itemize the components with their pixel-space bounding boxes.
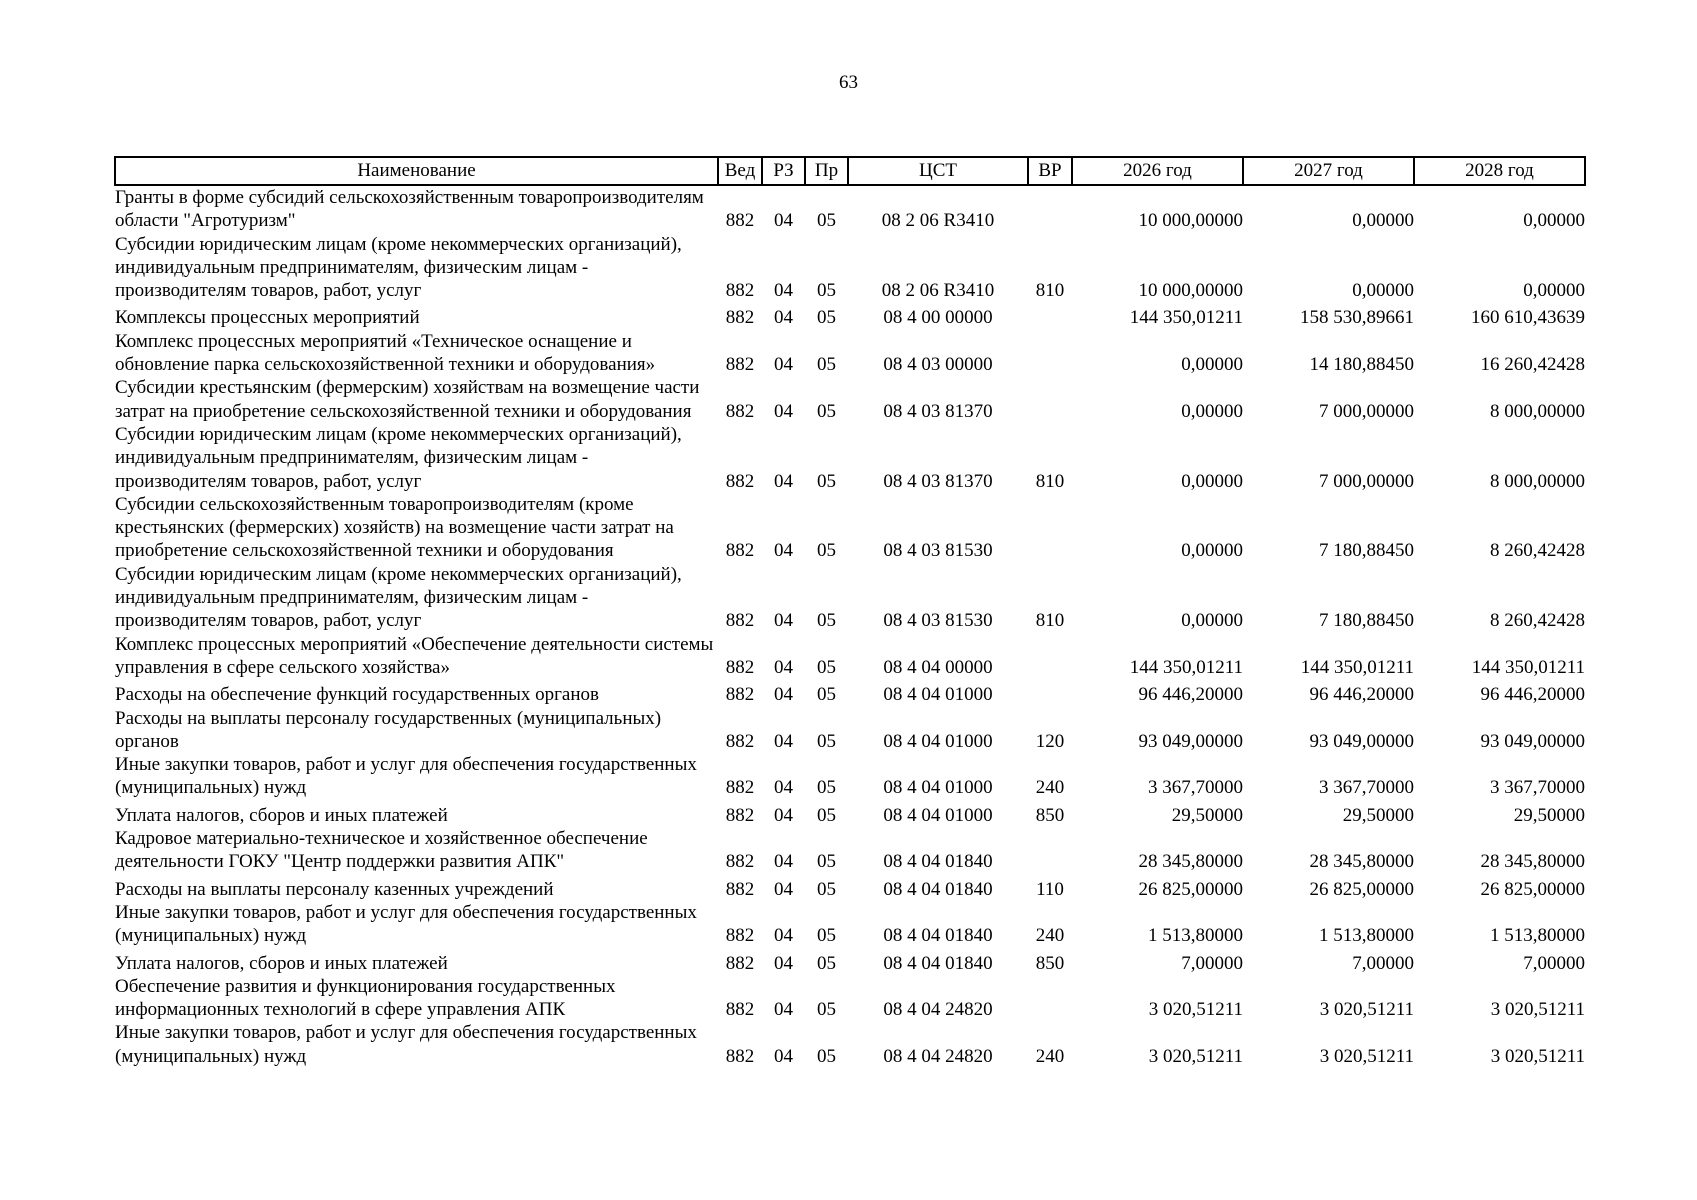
- row-pr: 05: [817, 851, 836, 873]
- row-amount-2026: 0,00000: [1181, 540, 1243, 562]
- row-pr: 05: [817, 280, 836, 302]
- row-vr: [1028, 493, 1072, 563]
- row-cst: 08 4 04 01840: [883, 851, 993, 873]
- header-2028: 2028 год: [1414, 157, 1585, 185]
- row-amount-2026: 3 020,51211: [1148, 999, 1243, 1021]
- row-vr: [1028, 975, 1072, 1022]
- row-cst: 08 4 04 01840: [883, 952, 993, 974]
- table-row: [115, 827, 1585, 874]
- row-amount-2027: 14 180,88450: [1309, 354, 1414, 376]
- row-cst: 08 4 04 01000: [883, 684, 993, 706]
- row-ved: 882: [725, 999, 755, 1021]
- row-amount-2026: 10 000,00000: [1138, 280, 1243, 302]
- row-pr: 05: [817, 210, 836, 232]
- row-amount-2028: 3 367,70000: [1490, 777, 1585, 799]
- row-amount-2026: 10 000,00000: [1138, 210, 1243, 232]
- row-rz: 04: [774, 925, 793, 947]
- row-rz: 04: [774, 804, 793, 826]
- table-row: [115, 707, 1585, 754]
- row-rz: 04: [774, 307, 793, 329]
- row-name: Комплексы процессных мероприятий: [115, 307, 420, 329]
- row-ved: 882: [725, 878, 755, 900]
- row-ved: 882: [725, 851, 755, 873]
- row-pr: 05: [817, 730, 836, 752]
- row-name: Субсидии крестьянским (фермерским) хозяйствам на возмещение части затрат на приобретение сельскохозяйственной техники и оборудования: [115, 377, 700, 422]
- row-amount-2027: 7 000,00000: [1319, 400, 1414, 422]
- table-row: [115, 233, 1585, 303]
- header-rz: РЗ: [762, 157, 805, 185]
- row-pr: 05: [817, 540, 836, 562]
- row-amount-2028: 1 513,80000: [1490, 925, 1585, 947]
- row-name: Комплекс процессных мероприятий «Обеспечение деятельности системы управления в сфере сельского хозяйства»: [115, 633, 714, 678]
- row-amount-2027: 144 350,01211: [1300, 656, 1414, 678]
- row-ved: 882: [725, 777, 755, 799]
- row-pr: 05: [817, 1045, 836, 1067]
- row-amount-2027: 26 825,00000: [1309, 878, 1414, 900]
- row-amount-2026: 0,00000: [1181, 354, 1243, 376]
- row-ved: 882: [725, 1045, 755, 1067]
- row-rz: 04: [774, 354, 793, 376]
- header-2027: 2027 год: [1243, 157, 1414, 185]
- row-amount-2026: 28 345,80000: [1138, 851, 1243, 873]
- row-amount-2027: 3 020,51211: [1319, 999, 1414, 1021]
- row-vr: 850: [1035, 804, 1065, 826]
- row-vr: [1028, 330, 1072, 377]
- row-amount-2028: 16 260,42428: [1480, 354, 1585, 376]
- row-amount-2026: 3 020,51211: [1148, 1045, 1243, 1067]
- header-2026: 2026 год: [1072, 157, 1243, 185]
- row-ved: 882: [725, 952, 755, 974]
- row-amount-2026: 144 350,01211: [1129, 656, 1243, 678]
- table-row: [115, 1021, 1585, 1068]
- row-pr: 05: [817, 354, 836, 376]
- row-amount-2028: 93 049,00000: [1480, 730, 1585, 752]
- row-pr: 05: [817, 804, 836, 826]
- row-vr: 110: [1036, 878, 1064, 900]
- row-amount-2027: 3 367,70000: [1319, 777, 1414, 799]
- row-rz: 04: [774, 540, 793, 562]
- row-amount-2027: 7 180,88450: [1319, 540, 1414, 562]
- row-amount-2027: 29,50000: [1342, 804, 1414, 826]
- row-cst: 08 2 06 R3410: [881, 210, 995, 232]
- header-vr: ВР: [1028, 157, 1072, 185]
- row-cst: 08 4 04 24820: [883, 1045, 993, 1067]
- row-ved: 882: [725, 730, 755, 752]
- row-vr: 120: [1035, 730, 1065, 752]
- row-ved: 882: [725, 804, 755, 826]
- row-amount-2028: 29,50000: [1513, 804, 1585, 826]
- table-row: [115, 563, 1585, 633]
- table-row: [115, 901, 1585, 948]
- table-row: [115, 302, 1585, 329]
- row-name: Комплекс процессных мероприятий «Техническое оснащение и обновление парка сельскохозяйственной техники и оборудования»: [115, 330, 656, 376]
- row-rz: 04: [774, 1045, 793, 1067]
- row-amount-2026: 0,00000: [1181, 610, 1243, 632]
- row-amount-2028: 160 610,43639: [1471, 307, 1585, 329]
- row-name: Субсидии юридическим лицам (кроме некоммерческих организаций), индивидуальным предпринимателям, физическим лицам - производителям товаров, работ, услуг: [115, 233, 682, 302]
- row-pr: 05: [817, 400, 836, 422]
- row-pr: 05: [817, 999, 836, 1021]
- row-cst: 08 4 00 00000: [883, 307, 993, 329]
- table-row: [115, 753, 1585, 800]
- table-row: [115, 679, 1585, 706]
- row-rz: 04: [774, 470, 793, 492]
- row-amount-2027: 158 530,89661: [1300, 307, 1414, 329]
- row-name: Субсидии юридическим лицам (кроме некоммерческих организаций), индивидуальным предпринимателям, физическим лицам - производителям товаров, работ, услуг: [115, 563, 682, 632]
- row-amount-2027: 3 020,51211: [1319, 1045, 1414, 1067]
- row-amount-2027: 93 049,00000: [1309, 730, 1414, 752]
- row-amount-2028: 8 000,00000: [1490, 400, 1585, 422]
- row-vr: 240: [1035, 1045, 1065, 1067]
- row-name: Расходы на обеспечение функций государственных органов: [115, 684, 599, 706]
- row-name: Иные закупки товаров, работ и услуг для обеспечения государственных (муниципальных) нужд: [115, 1022, 697, 1067]
- row-amount-2027: 7 000,00000: [1319, 470, 1414, 492]
- row-amount-2026: 144 350,01211: [1129, 307, 1243, 329]
- header-pr: Пр: [805, 157, 848, 185]
- row-amount-2028: 3 020,51211: [1490, 1045, 1585, 1067]
- row-amount-2027: 7,00000: [1352, 952, 1414, 974]
- table-row: [115, 975, 1585, 1022]
- row-rz: 04: [774, 777, 793, 799]
- row-name: Расходы на выплаты персоналу казенных учреждений: [115, 878, 554, 900]
- row-amount-2028: 26 825,00000: [1480, 878, 1585, 900]
- row-pr: 05: [817, 307, 836, 329]
- row-ved: 882: [725, 280, 755, 302]
- row-pr: 05: [817, 610, 836, 632]
- row-ved: 882: [725, 540, 755, 562]
- row-pr: 05: [817, 470, 836, 492]
- table-row: [115, 633, 1585, 680]
- row-vr: [1028, 827, 1072, 874]
- row-name: Уплата налогов, сборов и иных платежей: [115, 952, 448, 974]
- row-pr: 05: [817, 684, 836, 706]
- table-row: [115, 185, 1585, 233]
- row-name: Кадровое материально-техническое и хозяйственное обеспечение деятельности ГОКУ "Центр поддержки развития АПК": [115, 828, 648, 873]
- row-vr: 810: [1035, 610, 1065, 632]
- row-amount-2028: 0,00000: [1523, 210, 1585, 232]
- budget-table: [114, 156, 1586, 1068]
- row-ved: 882: [725, 610, 755, 632]
- row-rz: 04: [774, 210, 793, 232]
- table-row: [115, 800, 1585, 827]
- row-cst: 08 4 04 00000: [883, 656, 993, 678]
- row-rz: 04: [774, 684, 793, 706]
- row-ved: 882: [725, 470, 755, 492]
- row-pr: 05: [817, 777, 836, 799]
- row-cst: 08 4 03 81530: [883, 540, 993, 562]
- row-pr: 05: [817, 878, 836, 900]
- header-name: Наименование: [115, 157, 718, 185]
- table-body: [115, 185, 1585, 1068]
- row-pr: 05: [817, 952, 836, 974]
- row-rz: 04: [774, 878, 793, 900]
- row-name: Расходы на выплаты персоналу государственных (муниципальных) органов: [115, 707, 662, 752]
- row-vr: 240: [1035, 777, 1065, 799]
- row-amount-2027: 1 513,80000: [1319, 925, 1414, 947]
- row-name: Обеспечение развития и функционирования государственных информационных технологий в сфере управления АПК: [115, 975, 616, 1021]
- row-cst: 08 4 04 01000: [883, 777, 993, 799]
- row-rz: 04: [774, 400, 793, 422]
- row-amount-2026: 29,50000: [1171, 804, 1243, 826]
- row-amount-2028: 3 020,51211: [1490, 999, 1585, 1021]
- row-amount-2028: 8 260,42428: [1490, 610, 1585, 632]
- row-amount-2027: 0,00000: [1352, 280, 1414, 302]
- row-rz: 04: [774, 952, 793, 974]
- row-vr: 810: [1035, 470, 1065, 492]
- table-row: [115, 376, 1585, 423]
- row-amount-2027: 28 345,80000: [1309, 851, 1414, 873]
- row-ved: 882: [725, 656, 755, 678]
- row-vr: 810: [1035, 280, 1065, 302]
- header-ved: Вед: [718, 157, 762, 185]
- row-vr: [1028, 679, 1072, 706]
- row-amount-2026: 93 049,00000: [1138, 730, 1243, 752]
- row-amount-2026: 0,00000: [1181, 470, 1243, 492]
- row-cst: 08 4 04 01840: [883, 925, 993, 947]
- row-cst: 08 4 03 00000: [883, 354, 993, 376]
- row-vr: [1028, 376, 1072, 423]
- table-row: [115, 948, 1585, 975]
- row-vr: 240: [1035, 925, 1065, 947]
- row-amount-2028: 7,00000: [1523, 952, 1585, 974]
- table-row: [115, 330, 1585, 377]
- row-rz: 04: [774, 730, 793, 752]
- row-name: Уплата налогов, сборов и иных платежей: [115, 804, 448, 826]
- row-amount-2026: 0,00000: [1181, 400, 1243, 422]
- row-rz: 04: [774, 656, 793, 678]
- table-row: [115, 874, 1585, 901]
- table-header-row: [115, 157, 1585, 185]
- row-name: Субсидии юридическим лицам (кроме некоммерческих организаций), индивидуальным предпринимателям, физическим лицам - производителям товаров, работ, услуг: [115, 423, 682, 492]
- row-rz: 04: [774, 610, 793, 632]
- row-name: Иные закупки товаров, работ и услуг для обеспечения государственных (муниципальных) нужд: [115, 901, 697, 947]
- row-cst: 08 4 04 24820: [883, 999, 993, 1021]
- row-pr: 05: [817, 656, 836, 678]
- row-vr: 850: [1035, 952, 1065, 974]
- row-ved: 882: [725, 210, 755, 232]
- row-ved: 882: [725, 400, 755, 422]
- page-number: 63: [839, 72, 858, 93]
- row-amount-2028: 8 000,00000: [1490, 470, 1585, 492]
- row-cst: 08 4 04 01840: [883, 878, 993, 900]
- row-name: Гранты в форме субсидий сельскохозяйственным товаропроизводителям области "Агротуризм": [115, 187, 704, 232]
- row-amount-2026: 3 367,70000: [1148, 777, 1243, 799]
- row-ved: 882: [725, 354, 755, 376]
- row-amount-2028: 8 260,42428: [1490, 540, 1585, 562]
- row-cst: 08 4 03 81370: [883, 470, 993, 492]
- row-ved: 882: [725, 307, 755, 329]
- row-amount-2026: 96 446,20000: [1138, 684, 1243, 706]
- row-vr: [1028, 302, 1072, 329]
- row-amount-2027: 7 180,88450: [1319, 610, 1414, 632]
- row-rz: 04: [774, 280, 793, 302]
- row-cst: 08 4 04 01000: [883, 804, 993, 826]
- row-vr: [1028, 633, 1072, 680]
- row-amount-2028: 96 446,20000: [1480, 684, 1585, 706]
- row-name: Субсидии сельскохозяйственным товаропроизводителям (кроме крестьянских (фермерских) хозяйств) на возмещение части затрат на приобретение сельскохозяйственной техники и оборудования: [115, 493, 674, 562]
- row-cst: 08 4 03 81370: [883, 400, 993, 422]
- table-row: [115, 423, 1585, 493]
- row-ved: 882: [725, 684, 755, 706]
- row-amount-2028: 0,00000: [1523, 280, 1585, 302]
- row-rz: 04: [774, 851, 793, 873]
- row-amount-2027: 0,00000: [1352, 210, 1414, 232]
- row-amount-2028: 28 345,80000: [1480, 851, 1585, 873]
- header-cst: ЦСТ: [848, 157, 1028, 185]
- row-cst: 08 2 06 R3410: [881, 280, 995, 302]
- row-amount-2027: 96 446,20000: [1309, 684, 1414, 706]
- row-amount-2026: 26 825,00000: [1138, 878, 1243, 900]
- row-amount-2028: 144 350,01211: [1471, 656, 1585, 678]
- row-rz: 04: [774, 999, 793, 1021]
- row-ved: 882: [725, 925, 755, 947]
- row-vr: [1028, 185, 1072, 233]
- row-amount-2026: 7,00000: [1181, 952, 1243, 974]
- row-pr: 05: [817, 925, 836, 947]
- row-cst: 08 4 03 81530: [883, 610, 993, 632]
- row-amount-2026: 1 513,80000: [1148, 925, 1243, 947]
- table-row: [115, 493, 1585, 563]
- row-cst: 08 4 04 01000: [883, 730, 993, 752]
- row-name: Иные закупки товаров, работ и услуг для обеспечения государственных (муниципальных) нужд: [115, 754, 697, 799]
